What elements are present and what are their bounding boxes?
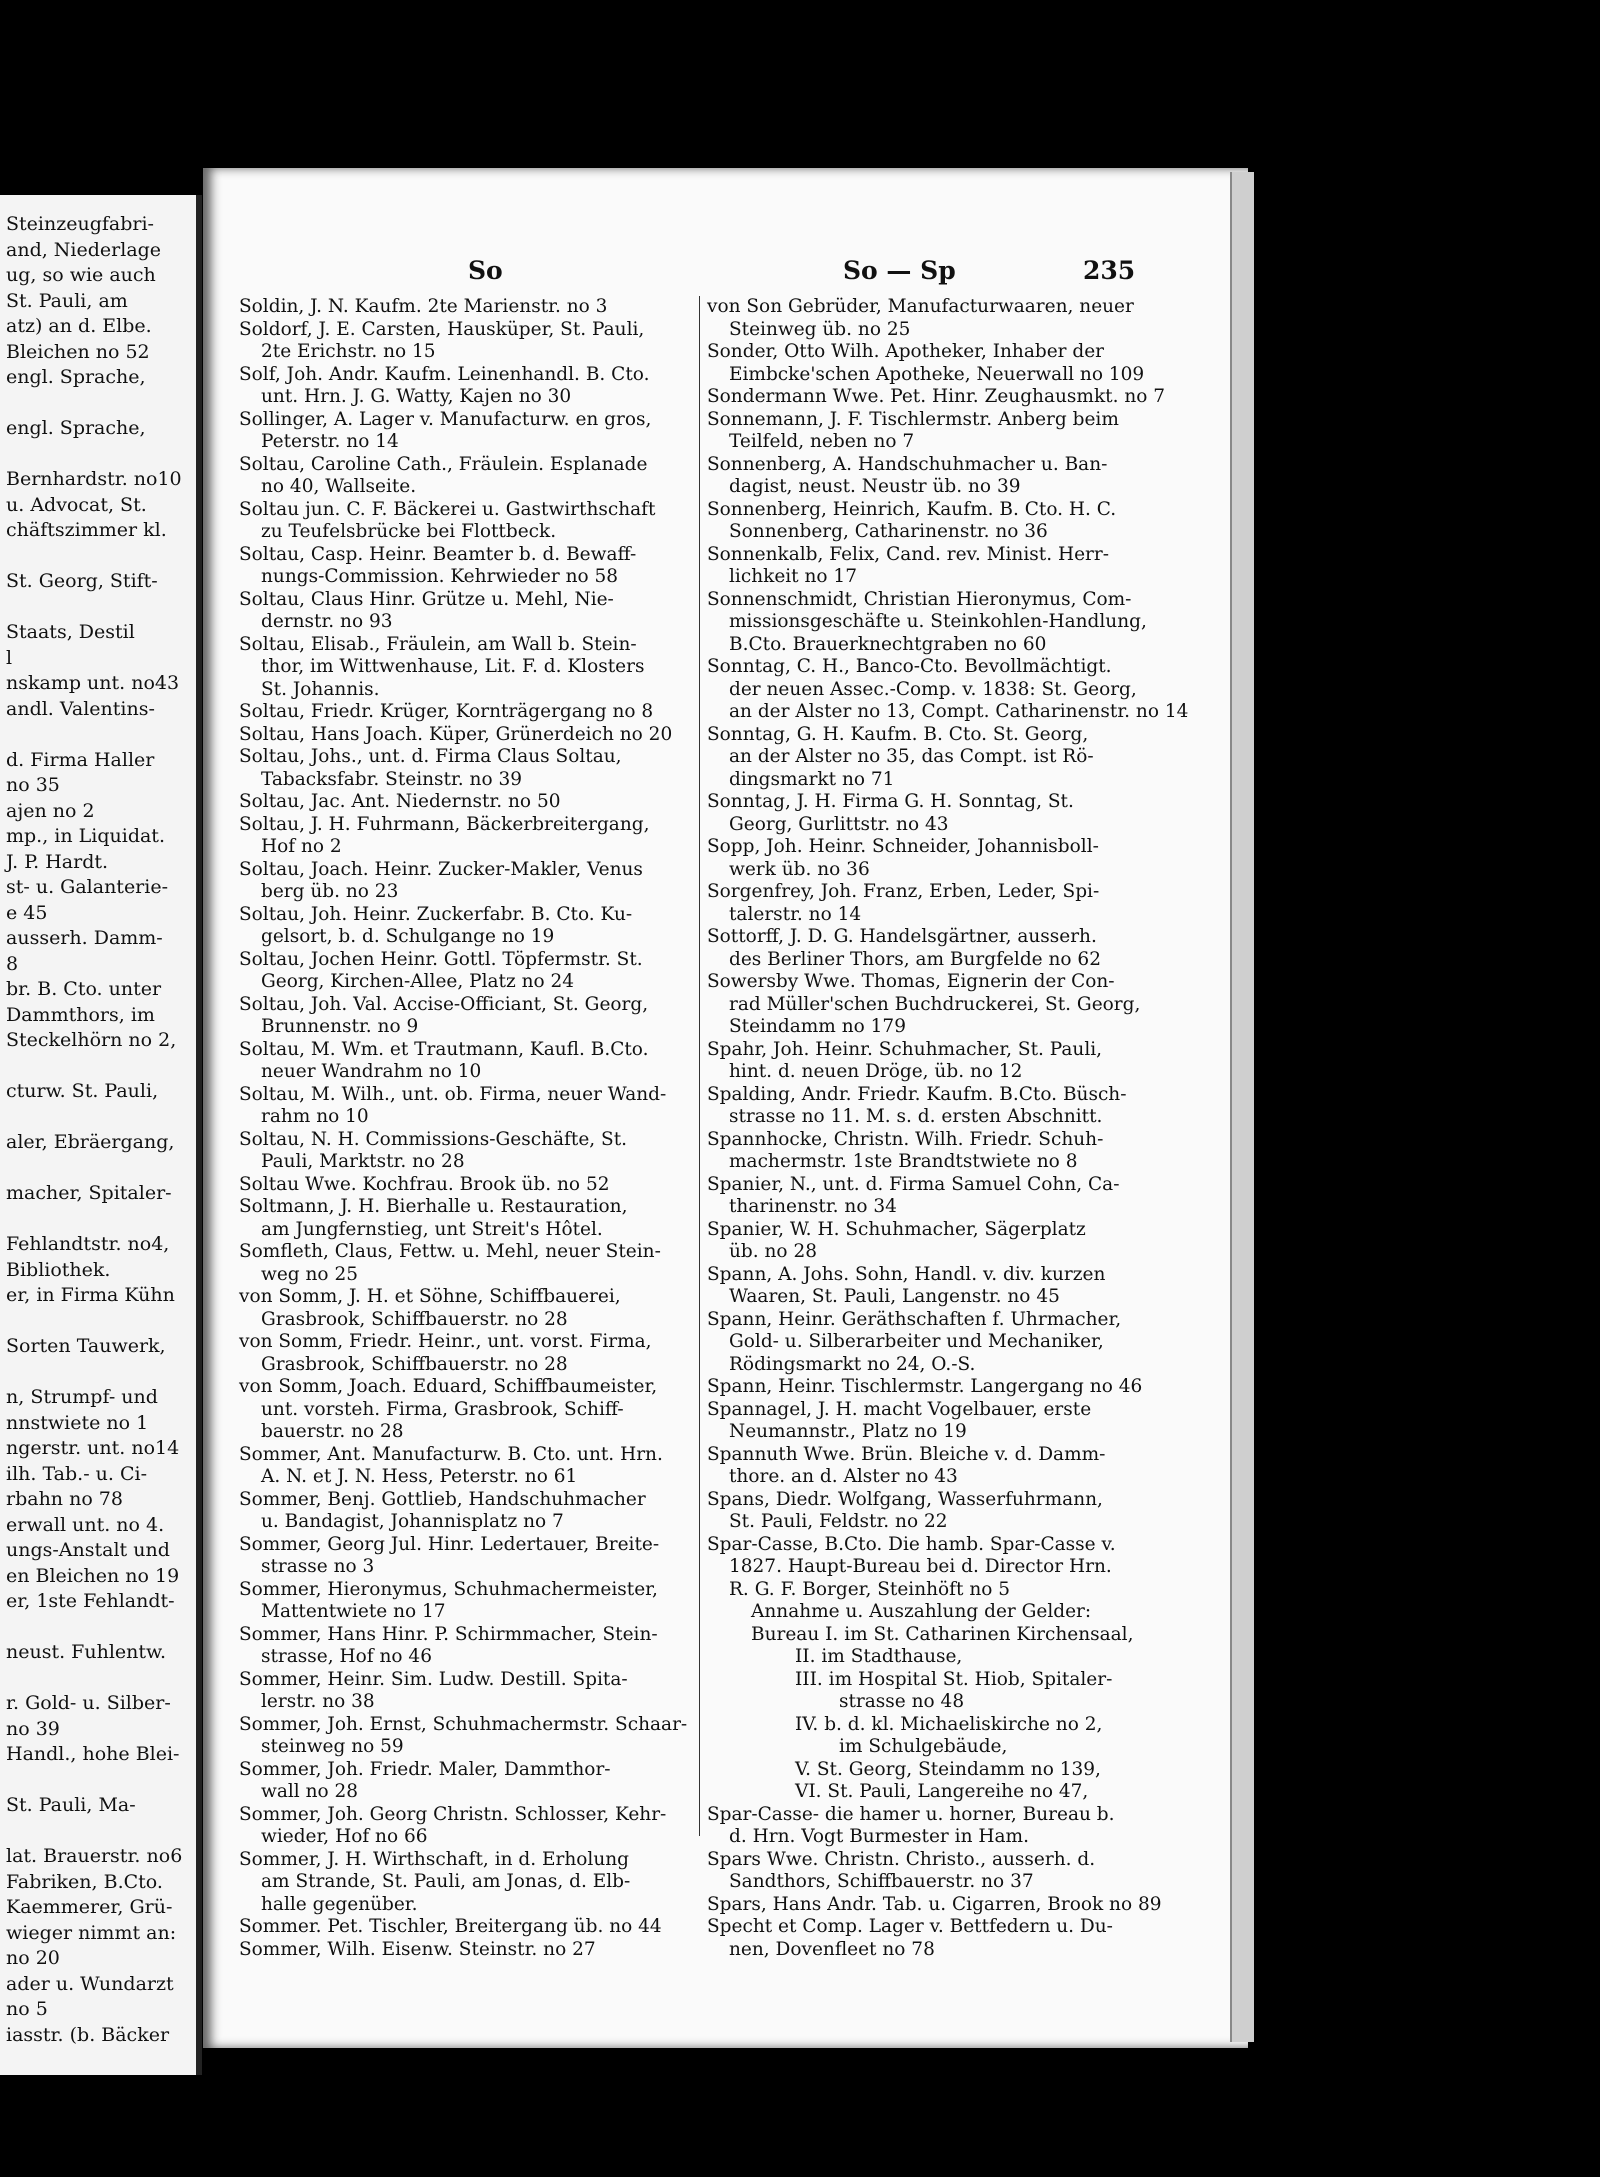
directory-line: Bureau I. im St. Catharinen Kirchensaal, [751,1623,1134,1645]
left-page-line: Fabriken, B.Cto. [6,1870,163,1893]
left-page-line: J. P. Hardt. [6,850,109,873]
directory-line: im Schulgebäude, [839,1736,1008,1757]
left-page-line: macher, Spitaler- [6,1182,172,1204]
left-page-line: r. Gold- u. Silber- [6,1692,171,1714]
left-page-line: st- u. Galanterie- [6,876,169,898]
directory-line: Eimbcke'schen Apotheke, Neuerwall no 109 [729,363,1145,385]
directory-line: nen, Dovenfleet no 78 [729,1938,935,1960]
directory-line: hint. d. neuen Dröge, üb. no 12 [729,1061,1023,1082]
directory-line: V. St. Georg, Steindamm no 139, [795,1758,1101,1780]
directory-line: Annahme u. Auszahlung der Gelder: [751,1601,1092,1622]
directory-line: Georg, Gurlittstr. no 43 [729,813,949,835]
directory-line: d. Hrn. Vogt Burmester in Ham. [729,1826,1029,1847]
directory-line: weg no 25 [261,1263,358,1285]
left-page-line: engl. Sprache, [6,417,146,439]
directory-line: strasse no 3 [261,1556,375,1577]
left-page-line: er, 1ste Fehlandt- [6,1590,175,1612]
directory-line: Soltau jun. C. F. Bäckerei u. Gastwirthschaft [239,498,656,520]
directory-line: Soltau, N. H. Commissions-Geschäfte, St. [239,1128,628,1150]
left-page-line: Steinzeugfabri- [6,213,154,235]
left-page-line: l [6,646,13,669]
directory-line: Spannhocke, Christn. Wilh. Friedr. Schuh- [707,1128,1104,1150]
directory-line: Soltau, Jac. Ant. Niedernstr. no 50 [239,791,561,812]
directory-line: des Berliner Thors, am Burgfelde no 62 [729,948,1101,970]
directory-line: Sorgenfrey, Joh. Franz, Erben, Leder, Spi- [707,881,1100,902]
directory-line: am Jungfernstieg, unt Streit's Hôtel. [261,1218,603,1240]
directory-line: Spars Wwe. Christn. Christo., ausserh. d. [707,1848,1096,1870]
directory-line: Soltau, Joh. Heinr. Zuckerfabr. B. Cto. Ku- [239,903,633,925]
left-page-line: ug, so wie auch [6,264,156,286]
directory-line: Spann, A. Johs. Sohn, Handl. v. div. kurzen [707,1263,1106,1285]
directory-line: II. im Stadthause, [795,1646,963,1667]
directory-line: Rödingsmarkt no 24, O.-S. [729,1353,976,1375]
left-page-line: ungs-Anstalt und [6,1539,170,1561]
directory-line: lerstr. no 38 [261,1691,375,1712]
directory-line: rad Müller'schen Buchdruckerei, St. Georg, [729,993,1141,1015]
directory-line: Sommer, J. H. Wirthschaft, in d. Erholung [239,1848,629,1870]
left-page-line: andl. Valentins- [6,697,155,720]
directory-line: Sonnenberg, Heinrich, Kaufm. B. Cto. H. C. [707,498,1117,520]
left-page-line: Bibliothek. [6,1258,111,1281]
directory-line: Sonnenberg, A. Handschuhmacher u. Ban- [707,453,1108,475]
left-page-line: Dammthors, im [6,1003,155,1026]
directory-line: machermstr. 1ste Brandtstwiete no 8 [729,1151,1078,1172]
directory-line: Spans, Diedr. Wolfgang, Wasserfuhrmann, [707,1488,1103,1510]
directory-line: u. Bandagist, Johannisplatz no 7 [261,1511,564,1532]
directory-line: von Somm, J. H. et Söhne, Schiffbauerei, [239,1286,621,1307]
directory-line: Gold- u. Silberarbeiter und Mechaniker, [729,1331,1104,1352]
header-center: So — Sp [843,256,956,285]
directory-line: üb. no 28 [729,1241,817,1262]
left-page-line: Kaemmerer, Grü- [6,1896,173,1918]
left-page-line: erwall unt. no 4. [6,1513,165,1536]
left-page [0,195,202,2075]
directory-line: 2te Erichstr. no 15 [261,341,436,362]
left-page-line: ngerstr. unt. no14 [6,1437,180,1459]
left-page-line: chäftszimmer kl. [6,519,167,541]
directory-line: Soltau, Joach. Heinr. Zucker-Makler, Venus [239,858,643,880]
directory-line: Spannagel, J. H. macht Vogelbauer, erste [707,1398,1092,1420]
directory-line: R. G. F. Borger, Steinhöft no 5 [729,1578,1011,1600]
left-page-line: St. Pauli, am [6,289,128,312]
left-page-line: St. Pauli, Ma- [6,1794,136,1816]
left-page-line: ilh. Tab.- u. Ci- [6,1462,148,1485]
left-page-line: iasstr. (b. Bäcker [6,2023,170,2046]
directory-line: 1827. Haupt-Bureau bei d. Director Hrn. [729,1556,1112,1577]
left-page-line: aler, Ebräergang, [6,1131,175,1153]
left-page-line: Handl., hohe Blei- [6,1743,180,1765]
left-page-line: en Bleichen no 19 [6,1564,180,1587]
directory-line: Spahr, Joh. Heinr. Schuhmacher, St. Pauli, [707,1038,1103,1060]
directory-line: halle gegenüber. [261,1893,418,1915]
directory-line: Sondermann Wwe. Pet. Hinr. Zeughausmkt. no 7 [707,386,1166,407]
directory-line: Soltau, Hans Joach. Küper, Grünerdeich no 20 [239,723,673,745]
directory-line: Spann, Heinr. Tischlermstr. Langergang no 46 [707,1376,1143,1397]
directory-line: Sottorff, J. D. G. Handelsgärtner, ausserh. [707,926,1097,947]
directory-line: an der Alster no 13, Compt. Catharinenstr. no 14 [729,701,1189,722]
directory-line: Tabacksfabr. Steinstr. no 39 [261,768,523,790]
directory-line: rahm no 10 [261,1106,369,1127]
right-page [203,168,1248,2048]
directory-line: neuer Wandrahm no 10 [261,1061,482,1082]
directory-line: Neumannstr., Platz no 19 [729,1421,967,1442]
directory-line: Spars, Hans Andr. Tab. u. Cigarren, Brook no 89 [707,1893,1162,1915]
directory-line: talerstr. no 14 [729,903,862,925]
directory-line: VI. St. Pauli, Langereihe no 47, [795,1781,1089,1802]
left-page-line: rbahn no 78 [6,1488,123,1510]
directory-line: Brunnenstr. no 9 [261,1016,419,1037]
directory-line: der neuen Assec.-Comp. v. 1838: St. Georg, [729,678,1137,700]
directory-line: Soldorf, J. E. Carsten, Hausküper, St. Pauli, [239,318,645,340]
page-edge [1230,172,1254,2042]
directory-line: unt. Hrn. J. G. Watty, Kajen no 30 [261,386,572,407]
left-page-line: ajen no 2 [6,799,95,822]
directory-line: Waaren, St. Pauli, Langenstr. no 45 [729,1286,1060,1307]
left-page-line: ader u. Wundarzt [6,1972,174,1995]
directory-line: A. N. et J. N. Hess, Peterstr. no 61 [261,1466,578,1487]
directory-line: Soltau, J. H. Fuhrmann, Bäckerbreitergang, [239,813,650,835]
directory-line: Sommer, Ant. Manufacturw. B. Cto. unt. Hrn. [239,1443,663,1465]
directory-line: Soltau, M. Wilh., unt. ob. Firma, neuer Wand- [239,1083,667,1105]
left-page-line: Staats, Destil [6,621,135,643]
directory-line: Sommer, Heinr. Sim. Ludw. Destill. Spita- [239,1668,628,1690]
directory-line: dernstr. no 93 [261,611,393,632]
directory-line: Soltau, Friedr. Krüger, Kornträgergang no 8 [239,701,654,722]
directory-line: dagist, neust. Neustr üb. no 39 [729,476,1021,497]
directory-line: Sommer, Hans Hinr. P. Schirmmacher, Stein- [239,1623,658,1645]
directory-line: Sommer, Hieronymus, Schuhmachermeister, [239,1578,658,1600]
left-page-line: cturw. St. Pauli, [6,1080,159,1102]
directory-line: Spann, Heinr. Geräthschaften f. Uhrmacher, [707,1308,1122,1330]
directory-line: St. Johannis. [261,678,380,700]
directory-line: gelsort, b. d. Schulgange no 19 [261,926,555,947]
left-page-line: mp., in Liquidat. [6,825,165,847]
directory-line: St. Pauli, Feldstr. no 22 [729,1511,948,1532]
directory-line: von Son Gebrüder, Manufacturwaaren, neuer [707,296,1134,317]
directory-line: Sommer, Joh. Georg Christn. Schlosser, Kehr- [239,1803,667,1825]
left-page-line: Sorten Tauwerk, [6,1335,166,1357]
directory-line: Soltau Wwe. Kochfrau. Brook üb. no 52 [239,1173,610,1195]
directory-line: no 40, Wallseite. [261,476,417,497]
directory-line: Sonder, Otto Wilh. Apotheker, Inhaber der [707,341,1105,362]
directory-line: Sommer, Joh. Ernst, Schuhmachermstr. Schaar- [239,1713,688,1735]
directory-line: Sonnenkalb, Felix, Cand. rev. Minist. Herr- [707,543,1109,565]
header-left: So [468,256,503,285]
directory-line: Sonntag, G. H. Kaufm. B. Cto. St. Georg, [707,723,1089,745]
left-page-line: ausserh. Damm- [6,927,163,949]
directory-line: Sandthors, Schiffbauerstr. no 37 [729,1871,1034,1892]
directory-line: Soltau, Joh. Val. Accise-Officiant, St. Georg, [239,993,649,1015]
directory-line: Spannuth Wwe. Brün. Bleiche v. d. Damm- [707,1443,1106,1465]
column-left [239,296,694,1961]
directory-line: Sollinger, A. Lager v. Manufacturw. en gros, [239,408,652,430]
directory-line: berg üb. no 23 [261,881,399,902]
left-page-line: no 39 [6,1717,60,1740]
directory-line: Sommer, Benj. Gottlieb, Handschuhmacher [239,1488,646,1510]
directory-line: Sonnemann, J. F. Tischlermstr. Anberg beim [707,408,1119,430]
directory-line: am Strande, St. Pauli, am Jonas, d. Elb- [261,1871,631,1892]
left-page-line: neust. Fuhlentw. [6,1641,167,1663]
directory-line: von Somm, Friedr. Heinr., unt. vorst. Firma, [239,1331,652,1352]
left-page-line: St. Georg, Stift- [6,570,158,592]
directory-line: strasse no 48 [839,1691,965,1712]
directory-line: Sonntag, J. H. Firma G. H. Sonntag, St. [707,791,1074,812]
directory-line: Spar-Casse- die hamer u. horner, Bureau b. [707,1803,1115,1825]
directory-line: Grasbrook, Schiffbauerstr. no 28 [261,1308,568,1330]
directory-line: tharinenstr. no 34 [729,1196,897,1217]
directory-line: Grasbrook, Schiffbauerstr. no 28 [261,1353,568,1375]
directory-line: Sommer. Pet. Tischler, Breitergang üb. no 44 [239,1916,662,1937]
left-page-line: atz) an d. Elbe. [6,315,152,337]
directory-line: Soltau, Elisab., Fräulein, am Wall b. Stein- [239,633,637,655]
directory-line: thor, im Wittwenhause, Lit. F. d. Klosters [261,656,645,677]
directory-line: Sopp, Joh. Heinr. Schneider, Johannisboll- [707,836,1099,857]
directory-line: Spanier, N., unt. d. Firma Samuel Cohn, Ca- [707,1173,1120,1195]
left-page-line: no 35 [6,774,60,796]
directory-line: Soltau, Johs., unt. d. Firma Claus Soltau, [239,746,622,767]
left-page-line: engl. Sprache, [6,366,146,388]
directory-line: B.Cto. Brauerknechtgraben no 60 [729,633,1047,655]
left-page-line: u. Advocat, St. [6,493,147,516]
directory-line: Somfleth, Claus, Fettw. u. Mehl, neuer Stein- [239,1241,661,1262]
directory-line: Sonnenberg, Catharinenstr. no 36 [729,521,1048,542]
directory-line: dingsmarkt no 71 [729,768,895,790]
left-page-line: Bleichen no 52 [6,340,150,363]
directory-line: an der Alster no 35, das Compt. ist Rö- [729,746,1094,767]
directory-line: Sonntag, C. H., Banco-Cto. Bevollmächtigt. [707,656,1112,677]
directory-line: Specht et Comp. Lager v. Bettfedern u. Du- [707,1916,1113,1937]
directory-line: zu Teufelsbrücke bei Flottbeck. [261,521,557,542]
directory-line: Soltau, M. Wm. et Trautmann, Kaufl. B.Cto. [239,1038,649,1060]
column-right [707,296,1227,1961]
left-page-line: nskamp unt. no43 [6,672,180,694]
directory-line: Soltau, Claus Hinr. Grütze u. Mehl, Nie- [239,588,614,610]
directory-line: Hof no 2 [261,836,342,857]
directory-line: Spar-Casse, B.Cto. Die hamb. Spar-Casse v. [707,1533,1116,1555]
directory-line: werk üb. no 36 [729,858,870,880]
directory-line: Solf, Joh. Andr. Kaufm. Leinenhandl. B. Cto. [239,363,650,385]
left-page-line: Fehlandtstr. no4, [6,1233,170,1255]
directory-line: Steindamm no 179 [729,1016,906,1037]
directory-line: Steinweg üb. no 25 [729,318,911,340]
directory-line: strasse no 11. M. s. d. ersten Abschnitt. [729,1106,1103,1127]
column-divider [699,296,700,1836]
directory-line: strasse, Hof no 46 [261,1646,432,1667]
page-number: 235 [1083,256,1136,285]
directory-line: Sommer, Joh. Friedr. Maler, Dammthor- [239,1758,611,1780]
directory-line: nungs-Commission. Kehrwieder no 58 [261,566,619,587]
directory-line: von Somm, Joach. Eduard, Schiffbaumeister, [239,1376,658,1397]
directory-line: IV. b. d. kl. Michaeliskirche no 2, [795,1713,1103,1735]
left-page-line: and, Niederlage [6,238,162,261]
directory-line: Soldin, J. N. Kaufm. 2te Marienstr. no 3 [239,296,608,317]
directory-line: Pauli, Marktstr. no 28 [261,1151,465,1172]
directory-line: Peterstr. no 14 [261,431,399,452]
left-page-line: br. B. Cto. unter [6,978,162,1000]
directory-line: unt. vorsteh. Firma, Grasbrook, Schiff- [261,1398,624,1420]
directory-line: wall no 28 [261,1781,359,1802]
directory-line: Sommer, Georg Jul. Hinr. Ledertauer, Breite- [239,1533,660,1555]
directory-line: Soltau, Jochen Heinr. Gottl. Töpfermstr. St. [239,948,643,970]
left-page-line: wieger nimmt an: [6,1921,177,1944]
left-page-line: lat. Brauerstr. no6 [6,1845,183,1867]
directory-line: lichkeit no 17 [729,566,857,587]
directory-line: Soltmann, J. H. Bierhalle u. Restauration, [239,1196,628,1217]
directory-line: steinweg no 59 [261,1736,404,1757]
directory-line: bauerstr. no 28 [261,1421,404,1442]
directory-line: wieder, Hof no 66 [261,1826,428,1847]
directory-line: thore. an d. Alster no 43 [729,1466,958,1487]
directory-line: Georg, Kirchen-Allee, Platz no 24 [261,971,575,992]
left-page-line: n, Strumpf- und [6,1386,158,1408]
directory-line: missionsgeschäfte u. Steinkohlen-Handlung, [729,611,1147,632]
directory-line: Spanier, W. H. Schuhmacher, Sägerplatz [707,1218,1086,1240]
directory-line: Sommer, Wilh. Eisenw. Steinstr. no 27 [239,1938,596,1960]
left-page-line: nnstwiete no 1 [6,1411,149,1434]
directory-line: Mattentwiete no 17 [261,1601,446,1622]
directory-line: III. im Hospital St. Hiob, Spitaler- [795,1668,1113,1690]
directory-line: Sonnenschmidt, Christian Hieronymus, Com- [707,588,1132,610]
left-page-line: d. Firma Haller [6,748,155,771]
left-page-line: 8 [6,952,19,975]
left-page-line: e 45 [6,901,48,924]
directory-line: Sowersby Wwe. Thomas, Eignerin der Con- [707,971,1115,992]
directory-line: Teilfeld, neben no 7 [729,431,915,452]
left-page-line: er, in Firma Kühn [6,1284,175,1306]
left-page-line: no 20 [6,1947,60,1969]
left-page-line: Bernhardstr. no10 [6,468,182,490]
left-page-line: Steckelhörn no 2, [6,1029,177,1051]
left-page-line: no 5 [6,1998,48,2020]
directory-line: Spalding, Andr. Friedr. Kaufm. B.Cto. Büsch- [707,1083,1127,1105]
directory-line: Soltau, Caroline Cath., Fräulein. Esplanade [239,453,648,475]
directory-line: Soltau, Casp. Heinr. Beamter b. d. Bewaff- [239,543,637,565]
